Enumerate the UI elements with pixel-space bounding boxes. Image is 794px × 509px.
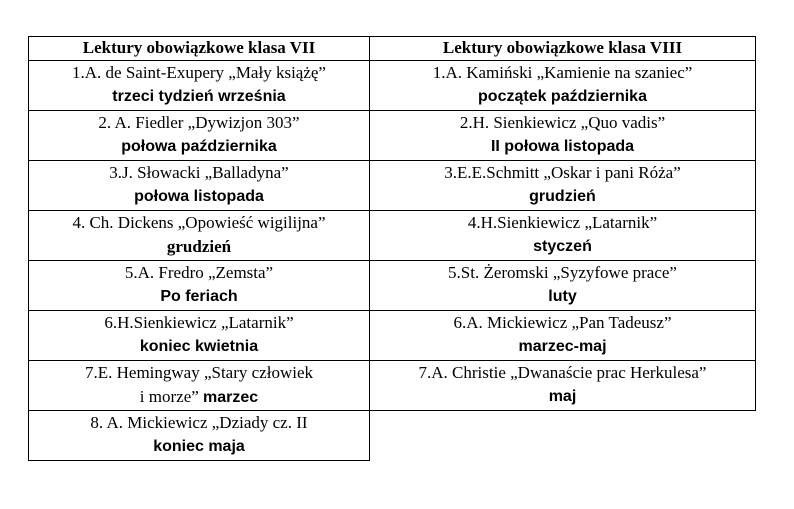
- cell-klasa7-6: [29, 311, 370, 361]
- table-row: [29, 111, 756, 161]
- reading-date: początek października: [478, 88, 647, 105]
- table-row: [29, 161, 756, 211]
- header-klasa-viii: Lektury obowiązkowe klasa VIII: [370, 37, 756, 61]
- cell-klasa7-8: [29, 411, 370, 461]
- book-title: 3.J. Słowacki „Balladyna”: [109, 163, 289, 182]
- reading-date: Po feriach: [160, 288, 238, 305]
- cell-klasa8-2: [370, 111, 756, 161]
- book-title: 2.H. Sienkiewicz „Quo vadis”: [459, 113, 666, 132]
- cell-klasa7-5: [29, 261, 370, 311]
- cell-klasa8-3: [370, 161, 756, 211]
- reading-date: koniec kwietnia: [139, 338, 259, 355]
- book-title: 2. A. Fiedler „Dywizjon 303”: [98, 113, 300, 132]
- reading-date: luty: [548, 288, 577, 305]
- table-row: [29, 361, 756, 411]
- reading-date: połowa listopada: [134, 188, 264, 205]
- header-klasa-vii: Lektury obowiązkowe klasa VII: [29, 37, 370, 61]
- cell-klasa7-7: [29, 361, 370, 411]
- cell-klasa8-7: [370, 361, 756, 411]
- cell-klasa8-5: [370, 261, 756, 311]
- book-title: 5.St. Żeromski „Syzyfowe prace”: [448, 263, 677, 282]
- book-title: 1.A. de Saint-Exupery „Mały książę”: [72, 63, 326, 82]
- book-title-cont: i morze”: [139, 387, 199, 406]
- table-row: [29, 211, 756, 261]
- cell-klasa7-3: [29, 161, 370, 211]
- reading-date: styczeń: [533, 238, 592, 255]
- book-title: 8. A. Mickiewicz „Dziady cz. II: [90, 413, 308, 432]
- table-row: [29, 61, 756, 111]
- reading-date: maj: [548, 388, 577, 405]
- book-title: 4.H.Sienkiewicz „Latarnik”: [467, 213, 658, 232]
- reading-date: połowa października: [121, 138, 277, 155]
- book-title-continued: [29, 385, 369, 410]
- cell-klasa8-4: [370, 211, 756, 261]
- cell-klasa8-1: [370, 61, 756, 111]
- table-row: [29, 311, 756, 361]
- book-title: 5.A. Fredro „Zemsta”: [124, 263, 274, 282]
- reading-date: marzec: [203, 389, 259, 406]
- book-title: 1.A. Kamiński „Kamienie na szaniec”: [432, 63, 693, 82]
- reading-date: marzec-maj: [518, 338, 607, 355]
- book-title: 7.E. Hemingway „Stary człowiek: [84, 363, 313, 382]
- cell-empty: [370, 411, 756, 461]
- reading-date: koniec maja: [153, 438, 245, 455]
- cell-klasa8-6: [370, 311, 756, 361]
- book-title: 6.A. Mickiewicz „Pan Tadeusz”: [453, 313, 672, 332]
- cell-klasa7-2: [29, 111, 370, 161]
- reading-date: II połowa listopada: [490, 138, 635, 155]
- table-row: [29, 261, 756, 311]
- book-title: 3.E.E.Schmitt „Oskar i pani Róża”: [444, 163, 681, 182]
- reading-date: grudzień: [529, 188, 596, 205]
- book-title: 4. Ch. Dickens „Opowieść wigilijna”: [72, 213, 326, 232]
- table-row: [29, 411, 756, 461]
- reading-date: grudzień: [166, 237, 232, 256]
- book-title: 7.A. Christie „Dwanaście prac Herkulesa”: [418, 363, 707, 382]
- book-title: 6.H.Sienkiewicz „Latarnik”: [104, 313, 294, 332]
- header-row: [29, 37, 756, 61]
- cell-klasa7-4: [29, 211, 370, 261]
- reading-date: trzeci tydzień września: [112, 88, 286, 105]
- cell-klasa7-1: [29, 61, 370, 111]
- reading-list-table: [28, 36, 756, 461]
